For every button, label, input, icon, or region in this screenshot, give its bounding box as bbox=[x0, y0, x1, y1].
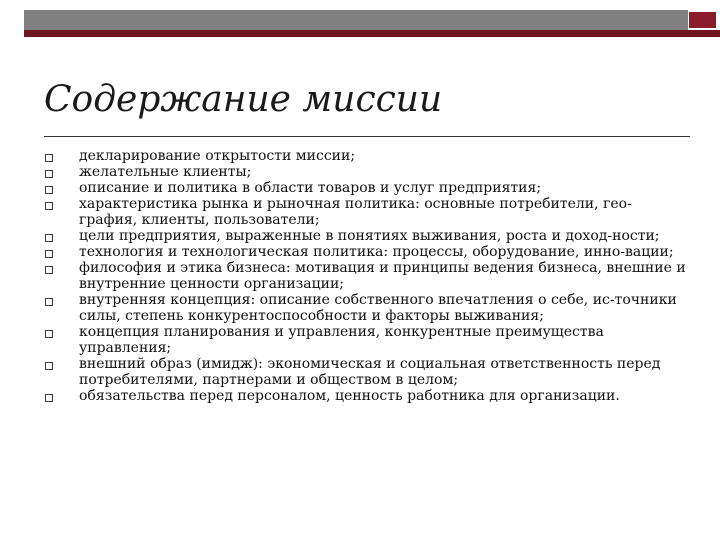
list-item bbox=[42, 356, 690, 388]
square-bullet-icon bbox=[45, 330, 53, 338]
list-item bbox=[42, 388, 690, 404]
list-item bbox=[42, 244, 690, 260]
list-item-text: внутренняя концепция: описание собственного впечатления о себе, ис-точники силы, степень конкурентоспособности и факторы выживания; bbox=[79, 292, 677, 324]
header-corner-box bbox=[689, 12, 716, 28]
list-item-text: обязательства перед персоналом, ценность работника для организации. bbox=[79, 388, 620, 404]
slide-title: Содержание миссии bbox=[44, 79, 443, 120]
list-item-text: желательные клиенты; bbox=[79, 164, 252, 180]
list-item-text: характеристика рынка и рыночная политика: основные потребители, гео-графия, клиенты, пользователи; bbox=[79, 196, 632, 228]
list-item bbox=[42, 324, 690, 356]
bullet-list bbox=[42, 148, 690, 404]
square-bullet-icon bbox=[45, 298, 53, 306]
list-item-text: концепция планирования и управления, конкурентные преимущества управления; bbox=[79, 324, 604, 356]
list-item-text: цели предприятия, выраженные в понятиях выживания, роста и доход-ности; bbox=[79, 228, 660, 244]
list-item-text: технология и технологическая политика: процессы, оборудование, инно-вации; bbox=[79, 244, 674, 260]
list-item bbox=[42, 196, 690, 228]
square-bullet-icon bbox=[45, 394, 53, 402]
list-item-text: внешний образ (имидж): экономическая и социальная ответственность перед потребителями, партнерами и обществом в целом; bbox=[79, 356, 661, 388]
square-bullet-icon bbox=[45, 266, 53, 274]
square-bullet-icon bbox=[45, 250, 53, 258]
list-item bbox=[42, 148, 690, 164]
list-item bbox=[42, 228, 690, 244]
list-item bbox=[42, 292, 690, 324]
list-item-text: декларирование открытости миссии; bbox=[79, 148, 356, 164]
square-bullet-icon bbox=[45, 170, 53, 178]
title-divider bbox=[44, 136, 690, 137]
list-item-text: описание и политика в области товаров и услуг предприятия; bbox=[79, 180, 542, 196]
square-bullet-icon bbox=[45, 202, 53, 210]
square-bullet-icon bbox=[45, 234, 53, 242]
list-item-text: философия и этика бизнеса: мотивация и принципы ведения бизнеса, внешние и внутренние ценности организации; bbox=[79, 260, 686, 292]
header-gray-band bbox=[24, 10, 688, 30]
square-bullet-icon bbox=[45, 154, 53, 162]
list-item bbox=[42, 164, 690, 180]
square-bullet-icon bbox=[45, 362, 53, 370]
list-item bbox=[42, 260, 690, 292]
header-accent-line bbox=[24, 30, 720, 37]
list-item bbox=[42, 180, 690, 196]
square-bullet-icon bbox=[45, 186, 53, 194]
